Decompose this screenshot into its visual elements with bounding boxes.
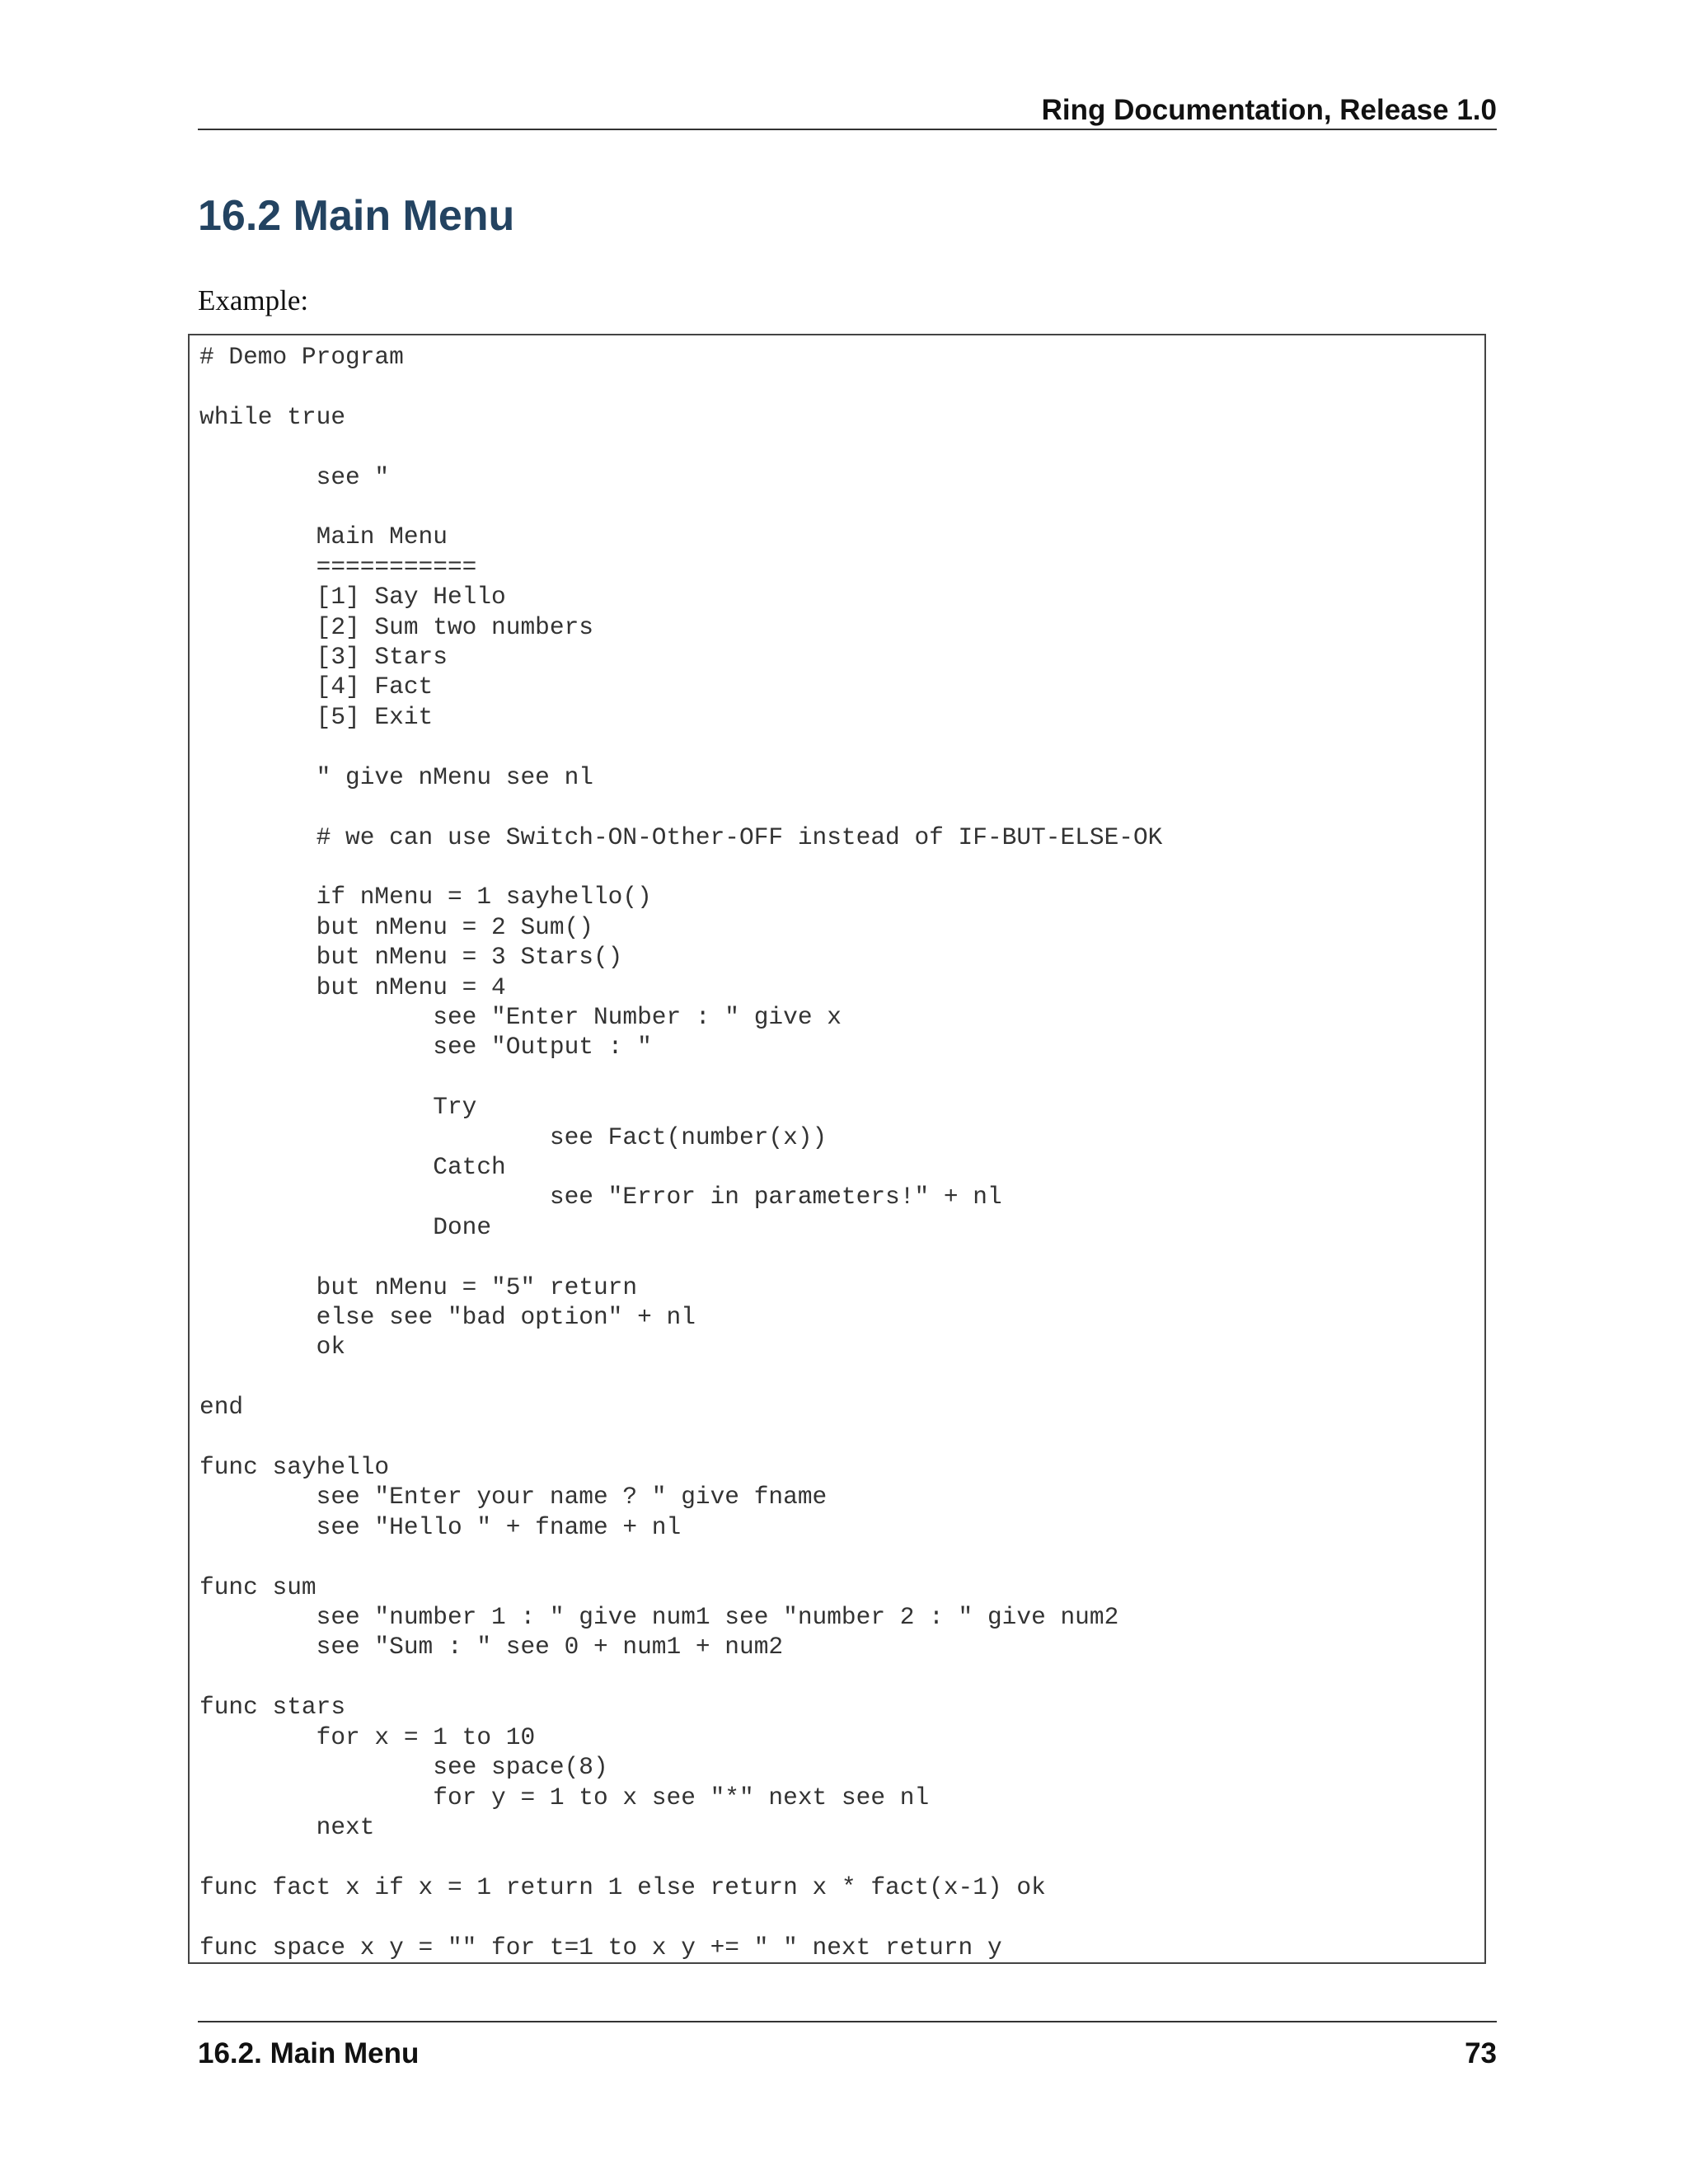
- code-line: see "Hello " + fname + nl: [199, 1512, 682, 1541]
- code-line: see "Output : ": [199, 1033, 652, 1062]
- code-line: see Fact(number(x)): [199, 1122, 828, 1151]
- code-line: see "Enter Number : " give x: [199, 1002, 842, 1031]
- code-line: see space(8): [199, 1753, 608, 1782]
- code-line: next: [199, 1812, 375, 1841]
- code-line: # we can use Switch-ON-Other-OFF instead of IF-BUT-ELSE-OK: [199, 823, 1163, 851]
- code-line: [5] Exit: [199, 702, 434, 731]
- code-line: Catch: [199, 1152, 506, 1181]
- code-line: func space x y = "" for t=1 to x y += " " next return y: [199, 1933, 1002, 1961]
- footer-section-label: 16.2. Main Menu: [198, 2037, 420, 2069]
- code-line: [3] Stars: [199, 643, 448, 672]
- code-line: see "Error in parameters!" + nl: [199, 1183, 1002, 1212]
- code-line: [4] Fact: [199, 673, 434, 701]
- code-line: ok: [199, 1333, 346, 1361]
- code-line: but nMenu = 2 Sum(): [199, 912, 593, 941]
- code-line: see ": [199, 462, 390, 491]
- code-line: for y = 1 to x see "*" next see nl: [199, 1783, 930, 1811]
- code-line: func fact x if x = 1 return 1 else return x * fact(x-1) ok: [199, 1872, 1046, 1901]
- code-line: Try: [199, 1093, 477, 1122]
- code-line: but nMenu = 4: [199, 972, 506, 1001]
- code-block: [199, 342, 1162, 1962]
- code-line: for x = 1 to 10: [199, 1722, 536, 1751]
- code-line: see "number 1 : " give num1 see "number 2 : " give num2: [199, 1603, 1119, 1632]
- code-line: " give nMenu see nl: [199, 762, 593, 791]
- code-line: [2] Sum two numbers: [199, 612, 593, 641]
- page-header: [198, 89, 1497, 130]
- code-line: while true: [199, 402, 346, 431]
- code-line: func sayhello: [199, 1453, 390, 1482]
- code-line: ===========: [199, 552, 477, 581]
- code-line: but nMenu = 3 Stars(): [199, 943, 623, 972]
- code-line: if nMenu = 1 sayhello(): [199, 883, 652, 912]
- document-title: Ring Documentation, Release 1.0: [1041, 94, 1497, 126]
- code-line: end: [199, 1393, 244, 1422]
- page-number: 73: [1465, 2037, 1497, 2069]
- code-line: but nMenu = "5" return: [199, 1272, 638, 1301]
- code-line: func sum: [199, 1572, 316, 1601]
- code-line: else see "bad option" + nl: [199, 1303, 696, 1331]
- section-title: 16.2 Main Menu: [198, 192, 515, 240]
- code-line: see "Sum : " see 0 + num1 + num2: [199, 1633, 784, 1661]
- code-line: Done: [199, 1212, 492, 1241]
- example-label: Example:: [198, 284, 309, 316]
- code-line: func stars: [199, 1693, 346, 1722]
- page-footer: [198, 2021, 1497, 2069]
- code-line: # Demo Program: [199, 343, 404, 371]
- code-example-box: [188, 334, 1486, 1964]
- code-line: Main Menu: [199, 523, 448, 551]
- code-line: [1] Say Hello: [199, 583, 506, 612]
- code-line: see "Enter your name ? " give fname: [199, 1483, 828, 1511]
